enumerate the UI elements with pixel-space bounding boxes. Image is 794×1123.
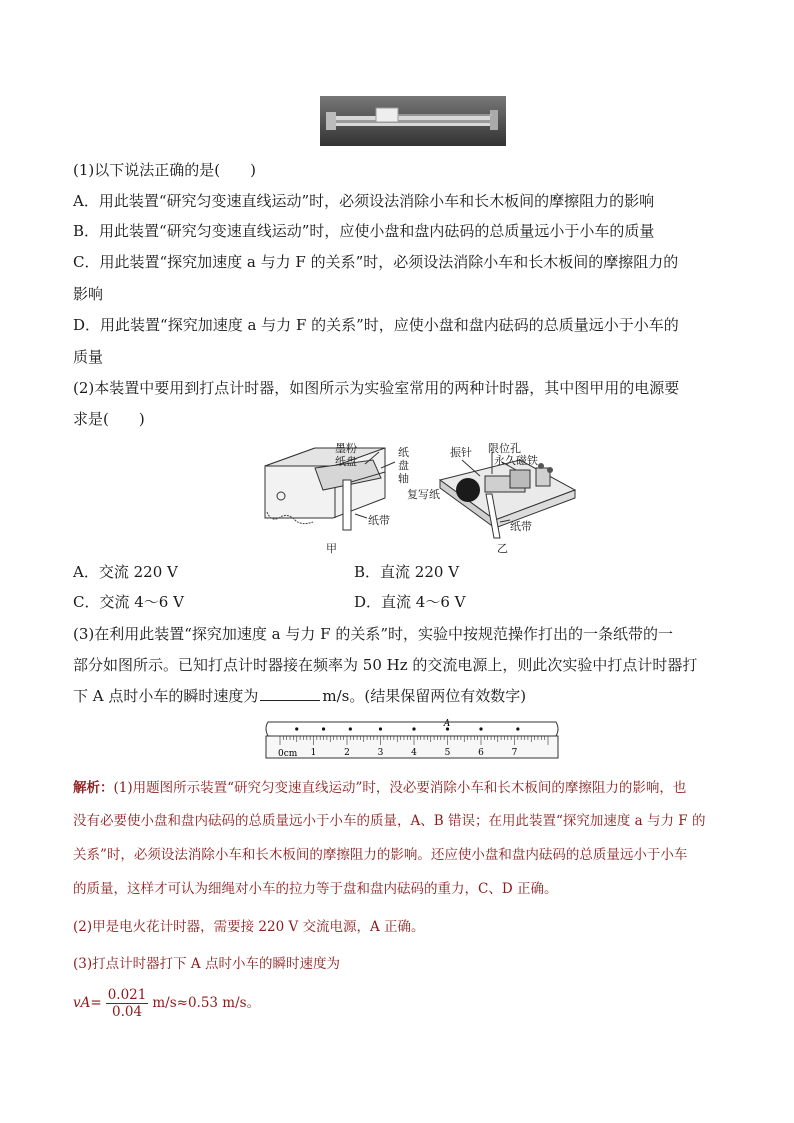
q1-option-d-cont: 质量 — [73, 348, 104, 366]
answer-p2: 没有必要使小盘和盘内砝码的总质量远小于小车的质量，A、B 错误；在用此装置“探究加速度 a 与力 F 的 — [73, 813, 706, 829]
tape-ruler-figure — [262, 716, 562, 762]
q1-stem: (1)以下说法正确的是( ) — [73, 161, 256, 179]
ruler-tick-label: 7 — [511, 748, 518, 758]
q2-option-b: B．直流 220 V — [354, 563, 460, 581]
q3-stem: (3)在利用此装置“探究加速度 a 与力 F 的关系”时，实验中按规范操作打出的一条纸带的一 — [73, 625, 674, 643]
label-zhenzhen: 振针 — [450, 446, 472, 459]
q2-stem-cont: 求是( ) — [73, 410, 145, 428]
tape-dot — [295, 727, 298, 730]
tape-dot — [379, 727, 382, 730]
ruler-tick-label: 3 — [377, 748, 384, 758]
apparatus-photo — [320, 96, 506, 146]
q1-option-c: C．用此装置“探究加速度 a 与力 F 的关系”时，必须设法消除小车和长木板间的摩擦阻力的 — [73, 253, 679, 271]
q2-stem: (2)本装置中要用到打点计时器，如图所示为实验室常用的两种计时器，其中图甲用的电源要 — [73, 379, 680, 397]
answer-equation: vA= $\frac{0.021}{0.04}$ m/s≈0.53 m/s。 — [73, 987, 261, 1020]
answer-p6: (3)打点计时器打下 A 点时小车的瞬时速度为 — [73, 956, 340, 972]
label-mofen: 墨粉 — [335, 442, 357, 455]
q1-option-a: A．用此装置“研究匀变速直线运动”时，必须设法消除小车和长木板间的摩擦阻力的影响 — [73, 192, 655, 210]
ruler-tick-label: 2 — [344, 748, 350, 758]
point-a-label: A — [443, 719, 451, 729]
q1-option-b: B．用此装置“研究匀变速直线运动”时，应使小盘和盘内砝码的总质量远小于小车的质量 — [73, 222, 655, 240]
q2-option-a: A．交流 220 V — [73, 563, 178, 581]
label-pan: 盘 — [398, 459, 409, 472]
label-zhou: 轴 — [398, 472, 409, 485]
label-zhidai-yi: 纸带 — [510, 520, 532, 533]
tape-dot — [479, 727, 482, 730]
tape-dot — [412, 727, 415, 730]
tape-dot — [322, 727, 325, 730]
q2-option-c: C．交流 4～6 V — [73, 593, 184, 611]
q1-option-d: D．用此装置“探究加速度 a 与力 F 的关系”时，应使小盘和盘内砝码的总质量远小于小车的 — [73, 316, 679, 334]
caption-jia: 甲 — [326, 542, 337, 555]
ruler-tick-label: 6 — [478, 748, 484, 758]
q3-stem-cont: 部分如图所示。已知打点计时器接在频率为 50 Hz 的交流电源上，则此次实验中打点计时器打 — [73, 656, 698, 674]
answer-p5: (2)甲是电火花计时器，需要接 220 V 交流电源，A 正确。 — [73, 919, 425, 935]
tape-dot — [349, 727, 352, 730]
q3-stem-end: 下 A 点时小车的瞬时速度为 m/s。(结果保留两位有效数字) — [73, 687, 527, 705]
label-zhi: 纸 — [398, 446, 409, 459]
label-fuxiezhi: 复写纸 — [407, 488, 440, 501]
label-zhidai-jia: 纸带 — [368, 514, 390, 527]
ruler-tick-label: 5 — [444, 748, 451, 758]
fraction: $\frac{0.021}{0.04}$ — [107, 987, 147, 1020]
q2-option-d: D．直流 4～6 V — [354, 593, 466, 611]
ruler-tick-label: 1 — [310, 748, 317, 758]
answer-p1: 解析：(1)用题图所示装置“研究匀变速直线运动”时，没必要消除小车和长木板间的摩擦阻力的影响，也 — [73, 780, 687, 796]
tape-dot — [516, 727, 519, 730]
ruler-unit: 0cm — [278, 749, 298, 759]
q1-option-c-cont: 影响 — [73, 285, 104, 303]
label-xianweikong: 限位孔 — [488, 442, 521, 455]
ruler-tick-label: 4 — [411, 748, 417, 758]
answer-p4: 的质量，这样才可认为细绳对小车的拉力等于盘和盘内砝码的重力，C、D 正确。 — [73, 881, 558, 897]
label-zhipan: 纸盘 — [335, 455, 357, 468]
answer-blank — [260, 686, 320, 701]
label-yongjiucitie: 永久磁铁 — [494, 454, 538, 467]
answer-p3: 关系”时，必须设法消除小车和长木板间的摩擦阻力的影响。还应使小盘和盘内砝码的总质量远小于小车 — [73, 847, 688, 863]
caption-yi: 乙 — [497, 542, 508, 555]
